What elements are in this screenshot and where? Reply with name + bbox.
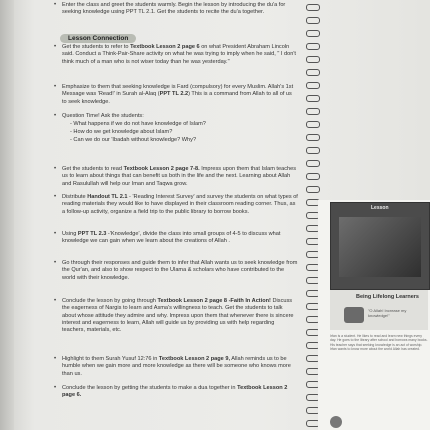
bullet-icon: • — [54, 385, 57, 391]
binding-ring — [306, 95, 320, 102]
binding-ring — [306, 160, 320, 167]
paragraph-conclude-dua: • Conclude the lesson by getting the students to make a dua together in Textbook Lesson 2 page 6. — [54, 385, 288, 399]
question-item: - What happens if we do not have knowledge of Islam? — [70, 121, 206, 127]
binding-ring — [306, 17, 320, 24]
bullet-icon: • — [54, 113, 57, 119]
binding-ring — [306, 147, 320, 154]
question-item: - How do we get knowledge about Islam? — [70, 129, 173, 135]
bullet-icon: • — [54, 44, 57, 50]
lesson-plan-column — [54, 0, 300, 430]
bullet-icon: • — [54, 84, 57, 90]
binding-ring — [306, 82, 320, 89]
binding-ring — [306, 186, 320, 193]
bullet-icon: • — [54, 166, 57, 172]
intro-paragraph: • Enter the class and greet the students warmly. Begin the lesson by introducing the du'a for seeking knowledge using PPT TL 2.1. Get the students to recite the du'a together. — [54, 2, 286, 16]
question-item: - Can we do our 'Ibadah without knowledge? Why? — [70, 137, 197, 143]
binding-ring — [306, 56, 320, 63]
binding-ring — [306, 108, 320, 115]
paragraph-responses: • Go through their responses and guide them to infer that Allah wants us to seek knowledge from the Qur'an, and also to show respect to the Ulama & scholars who have contributed to the world with their knowledge. — [54, 260, 298, 281]
section-title-lesson-connection: Lesson Connection — [60, 34, 136, 43]
page-spine — [0, 0, 14, 430]
logo-icon — [330, 416, 342, 428]
binding-ring — [306, 173, 320, 180]
paragraph-lincoln: • Get the students to refer to Textbook Lesson 2 page 6 on what President Abraham Lincoln said. Conduct a Think-Pair-Share activity on what he was trying to imply when he said, " I don't think much of a man who is not wiser today than he was yesterday." — [54, 44, 296, 65]
bullet-icon: • — [54, 2, 57, 8]
binding-ring — [306, 134, 320, 141]
lesson-cover-image: Lesson — [330, 202, 430, 290]
preview-footer — [330, 416, 426, 430]
binding-ring — [306, 121, 320, 128]
paragraph-read-textbook: • Get the students to read Textbook Lesson 2 page 7-8. Impress upon them that Islam teaches us to learn about things that can benefit us both in the life and the next. Learning about Allah and Rasulullah will help our Iman and Taqwa grow. — [54, 166, 297, 187]
binding-ring — [306, 30, 320, 37]
paragraph-handout: • Distribute Handout TL 2.1 - 'Reading Interest Survey' and survey the students on what types of reading materials they would like to have displayed in their classroom reading corner. Thus, as a follow-up activity, organize a field trip to the public library to borrow books. — [54, 194, 298, 215]
bullet-icon: • — [54, 298, 57, 304]
bullet-icon: • — [54, 356, 57, 362]
paragraph-fard: • Emphasize to them that seeking knowledge is Fard (compulsory) for every Muslim. Allah's 1st Message was 'Read!' in Surah al-Alaq (PPT TL 2.2) This is a command from Allah to all of us to seek knowledge. — [54, 84, 294, 105]
paragraph-faith-in-action: • Conclude the lesson by going through Textbook Lesson 2 page 8 -Faith In Action! Discuss the eagerness of Nargis to learn and Asma's willingness to teach. Get the students to talk about whose attitude they admire and why. Impress upon them that whenever there is sincere interest and eagerness to learn, Allah will guide us by providing us with help regarding teachers, materials, etc. — [54, 298, 294, 334]
textbook-preview-panel — [318, 200, 430, 430]
binding-ring — [306, 4, 320, 11]
paragraph-surah-yusuf: • Highlight to them Surah Yusuf 12:76 in Textbook Lesson 2 page 9, Allah reminds us to be humble when we gain more and more knowledge as there will be someone who knows more than us. — [54, 356, 291, 377]
bullet-icon: • — [54, 260, 57, 266]
preview-body-text: Irfan is a student. He likes to read and learn new things every day. He goes to the library after school and borrows many books. His teacher says that seeking knowledge is an act of worship. Irfan wants to know more about the world Allah has created. — [330, 334, 428, 352]
paragraph-ppt-knowledge: • Using PPT TL 2.3 -'Knowledge', divide the class into small groups of 4-5 to discuss what knowledge we can gain when we learn about the creations of Allah . — [54, 231, 281, 245]
bullet-icon: • — [54, 194, 57, 200]
lesson-title-strip: Being Lifelong Learners "O Allah! Increase my knowledge!" — [330, 290, 428, 330]
binding-ring — [306, 43, 320, 50]
bullet-icon: • — [54, 231, 57, 237]
binding-ring — [306, 69, 320, 76]
lesson-tag-icon — [344, 307, 364, 323]
cover-photo — [339, 217, 421, 277]
paragraph-question-time: • Question Time! Ask the students: — [54, 113, 144, 119]
